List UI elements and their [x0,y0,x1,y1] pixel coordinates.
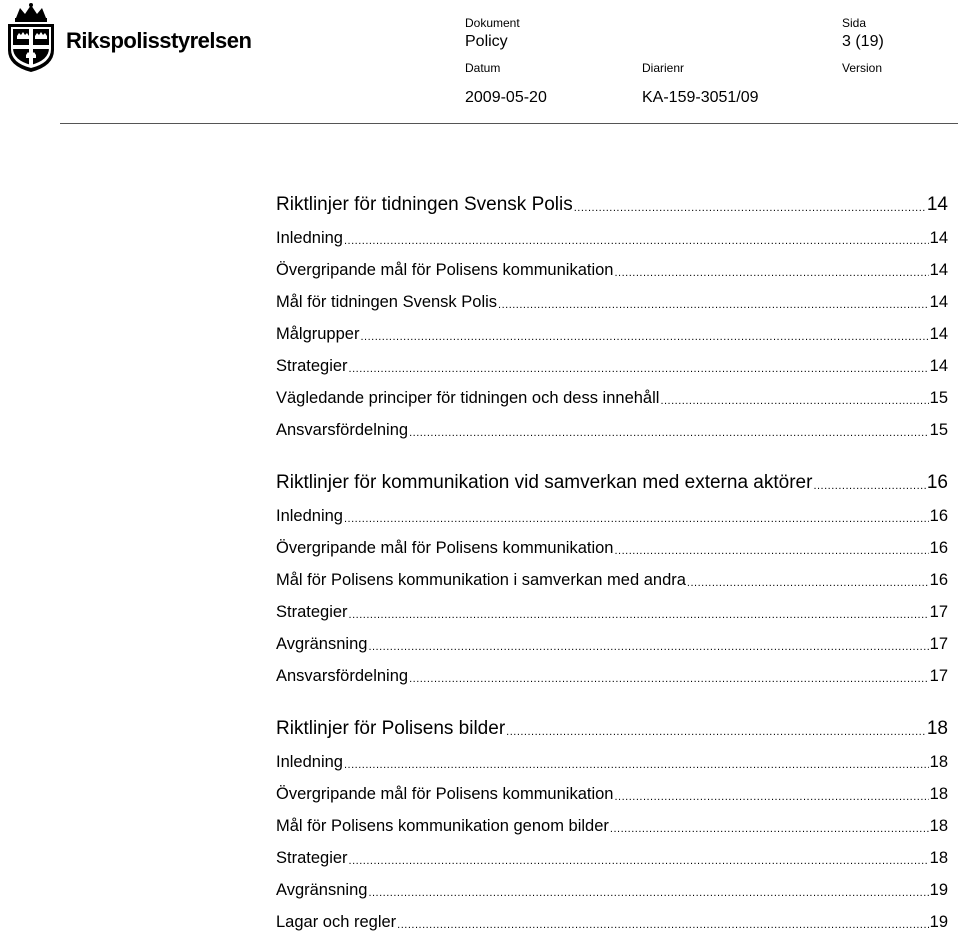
toc-dot-leader [397,913,928,931]
toc-entry-page: 14 [929,260,948,279]
toc-dot-leader [360,325,928,343]
toc-entry-title: Avgränsning [276,634,368,653]
toc-dot-leader [498,293,929,311]
toc-entry-page: 14 [929,324,948,343]
toc-dot-leader [409,667,929,685]
toc-section-heading[interactable] [276,466,948,500]
toc-entry[interactable] [276,906,948,938]
toc-entry[interactable] [276,222,948,254]
toc-entry-title: Mål för tidningen Svensk Polis [276,292,498,311]
toc-dot-leader [615,539,929,557]
toc-entry[interactable] [276,500,948,532]
toc-dot-leader [615,261,929,279]
document-value: Policy [465,33,508,50]
toc-dot-leader [615,785,929,803]
toc-entry-title: Målgrupper [276,324,360,343]
toc-entry-page: 16 [929,506,948,525]
reg-no-value: KA-159-3051/09 [642,89,759,106]
toc-entry-title: Riktlinjer för Polisens bilder [276,718,506,739]
toc-entry-title: Inledning [276,506,343,525]
toc-entry-page: 16 [929,570,948,589]
toc-entry-page: 18 [929,752,948,771]
toc-entry[interactable] [276,810,948,842]
toc-entry-page: 14 [929,228,948,247]
reg-no-label: Diarienr [642,61,685,75]
header-divider [60,123,958,124]
toc-entry-page: 18 [929,784,948,803]
toc-entry[interactable] [276,254,948,286]
table-of-contents [276,188,948,938]
toc-entry[interactable] [276,778,948,810]
toc-entry-page: 14 [929,292,948,311]
toc-dot-leader [368,635,928,653]
toc-entry-title: Strategier [276,848,348,867]
toc-entry-page: 18 [929,816,948,835]
toc-entry-title: Strategier [276,356,348,375]
crown-crest-icon [2,2,60,74]
toc-section-heading[interactable] [276,188,948,222]
toc-entry-page: 14 [926,194,948,215]
toc-entry[interactable] [276,286,948,318]
toc-dot-leader [574,196,926,214]
toc-dot-leader [344,753,929,771]
toc-entry-title: Inledning [276,228,343,247]
toc-dot-leader [349,849,929,867]
toc-entry-title: Lagar och regler [276,912,397,931]
toc-entry[interactable] [276,414,948,446]
document-label: Dokument [465,16,520,30]
toc-entry[interactable] [276,382,948,414]
toc-dot-leader [506,720,926,738]
toc-entry-page: 16 [929,538,948,557]
organization-name: Rikspolisstyrelsen [66,28,252,53]
organization-logo [2,2,252,74]
toc-entry[interactable] [276,660,948,692]
toc-entry-title: Riktlinjer för tidningen Svensk Polis [276,194,573,215]
toc-entry-page: 18 [926,718,948,739]
toc-entry[interactable] [276,628,948,660]
toc-dot-leader [660,389,928,407]
toc-dot-leader [344,507,929,525]
toc-entry-title: Strategier [276,602,348,621]
toc-entry[interactable] [276,318,948,350]
toc-dot-leader [349,357,929,375]
toc-entry-title: Riktlinjer för kommunikation vid samverkan med externa aktörer [276,472,813,493]
toc-entry-title: Avgränsning [276,880,368,899]
toc-entry-title: Övergripande mål för Polisens kommunikation [276,538,614,557]
toc-entry[interactable] [276,350,948,382]
toc-entry-title: Övergripande mål för Polisens kommunikation [276,784,614,803]
toc-entry-title: Mål för Polisens kommunikation i samverkan med andra [276,570,686,589]
toc-entry[interactable] [276,564,948,596]
toc-entry-page: 18 [929,848,948,867]
toc-dot-leader [349,603,929,621]
toc-dot-leader [687,571,929,589]
toc-dot-leader [409,421,929,439]
toc-entry-page: 16 [926,472,948,493]
toc-entry-page: 19 [929,912,948,931]
toc-entry-title: Ansvarsfördelning [276,420,409,439]
toc-dot-leader [368,881,928,899]
toc-entry-title: Ansvarsfördelning [276,666,409,685]
toc-entry-title: Inledning [276,752,343,771]
toc-entry-title: Övergripande mål för Polisens kommunikation [276,260,614,279]
toc-entry[interactable] [276,874,948,906]
toc-entry-page: 14 [929,356,948,375]
toc-entry-title: Vägledande principer för tidningen och dess innehåll [276,388,660,407]
toc-entry[interactable] [276,532,948,564]
toc-entry-page: 17 [929,634,948,653]
toc-entry-page: 15 [929,420,948,439]
toc-dot-leader [610,817,929,835]
version-label: Version [842,61,883,75]
page-label: Sida [842,16,867,30]
toc-entry[interactable] [276,746,948,778]
toc-entry-page: 17 [929,602,948,621]
toc-dot-leader [813,474,925,492]
toc-entry-page: 19 [929,880,948,899]
toc-entry-page: 17 [929,666,948,685]
date-value: 2009-05-20 [465,89,547,106]
toc-dot-leader [344,229,929,247]
toc-section-heading[interactable] [276,712,948,746]
toc-entry[interactable] [276,596,948,628]
toc-entry[interactable] [276,842,948,874]
page-value: 3 (19) [842,33,884,50]
date-label: Datum [465,61,501,75]
toc-entry-title: Mål för Polisens kommunikation genom bilder [276,816,609,835]
toc-entry-page: 15 [929,388,948,407]
